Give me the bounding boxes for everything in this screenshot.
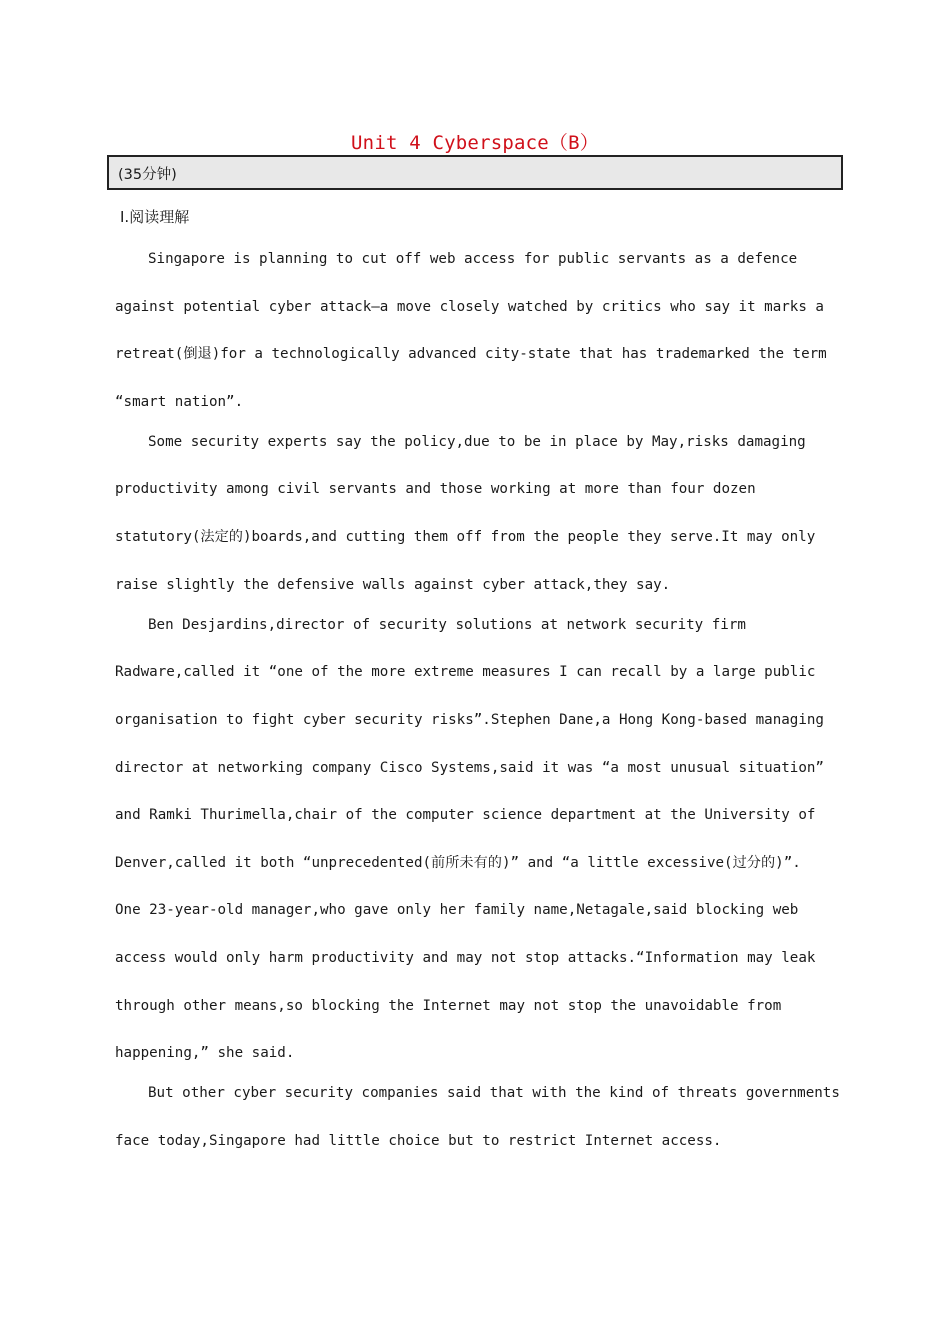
passage-line: productivity among civil servants and those working at more than four dozen: [115, 481, 756, 498]
passage-line: and Ramki Thurimella,chair of the computer science department at the University of: [115, 807, 816, 824]
passage-line: face today,Singapore had little choice but to restrict Internet access.: [115, 1132, 722, 1149]
passage-line: statutory(法定的)boards,and cutting them off from the people they serve.It may only: [115, 529, 816, 546]
passage-line: But other cyber security companies said that with the kind of threats governments: [148, 1085, 840, 1102]
passage-line: against potential cyber attack—a move closely watched by critics who say it marks a: [115, 298, 824, 315]
time-limit-box: [107, 155, 843, 190]
passage-line: access would only harm productivity and may not stop attacks.“Information may leak: [115, 949, 816, 966]
passage-line: Singapore is planning to cut off web access for public servants as a defence: [148, 251, 798, 267]
passage-line: “smart nation”.: [115, 393, 244, 410]
passage-line: organisation to fight cyber security risks”.Stephen Dane,a Hong Kong-based managing: [115, 711, 824, 728]
passage-line: Some security experts say the policy,due to be in place by May,risks damaging: [148, 433, 806, 450]
page-title: Unit 4 Cyberspace（B）: [351, 132, 599, 154]
passage-line: raise slightly the defensive walls against cyber attack,they say.: [115, 576, 671, 593]
passage-line: director at networking company Cisco Systems,said it was “a most unusual situation”: [115, 759, 824, 776]
passage-line: One 23-year-old manager,who gave only her family name,Netagale,said blocking web: [115, 902, 799, 919]
passage-line: happening,” she said.: [115, 1045, 295, 1062]
passage-line: retreat(倒退)for a technologically advanced city-state that has trademarked the term: [115, 346, 827, 363]
passage-line: through other means,so blocking the Internet may not stop the unavoidable from: [115, 997, 782, 1014]
passage-line: Ben Desjardins,director of security solutions at network security firm: [148, 616, 746, 633]
time-limit-label: (35分钟): [118, 167, 177, 183]
passage-line: Denver,called it both “unprecedented(前所未有的)” and “a little excessive(过分的)”.: [115, 854, 801, 871]
passage-line: Radware,called it “one of the more extreme measures I can recall by a large public: [115, 664, 816, 681]
section-heading: Ⅰ.阅读理解: [120, 208, 190, 226]
reading-passage: [115, 236, 845, 1165]
